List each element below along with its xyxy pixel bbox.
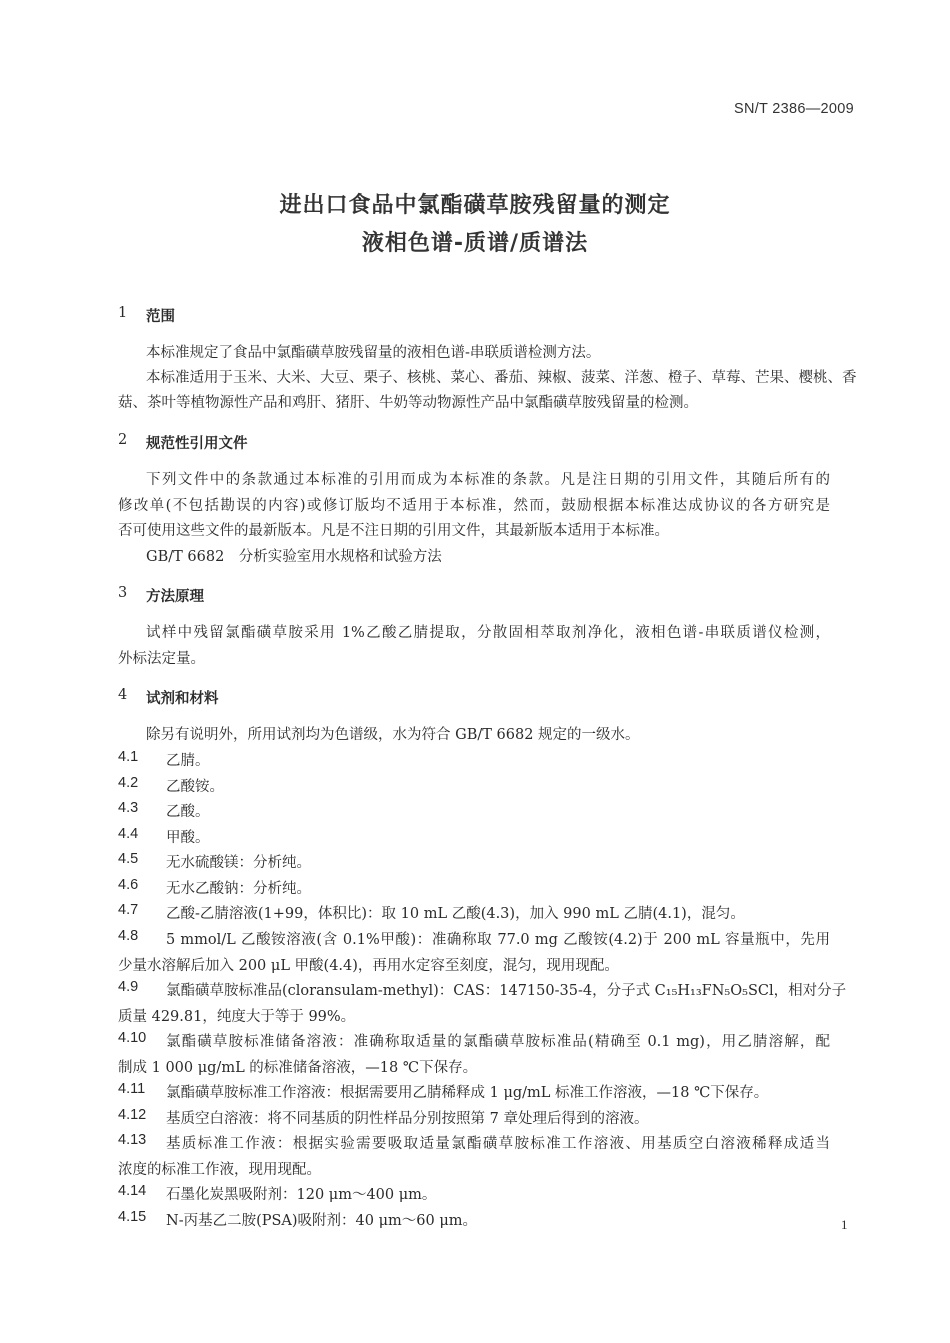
item-continuation: 制成 1 000 μg/mL 的标准储备溶液，—18 ℃下保存。 [118,1060,478,1076]
section-title-method-principle: 方法原理 [146,589,204,605]
item-number: 4.1 [118,749,139,765]
item-number: 4.11 [118,1081,146,1097]
document-title: 进出口食品中氯酯磺草胺残留量的测定 [279,193,671,218]
item-text: 乙腈。 [166,753,210,769]
item-text: 无水硫酸镁：分析纯。 [166,855,311,871]
item-continuation: 少量水溶解后加入 200 μL 甲酸(4.4)，再用水定容至刻度，混匀，现用现配。 [118,958,619,974]
paragraph-continuation: 外标法定量。 [118,651,205,667]
standard-code: SN/T 2386—2009 [733,101,854,117]
item-number: 4.8 [118,928,139,944]
item-number: 4.4 [118,826,139,842]
item-text: 乙酸。 [166,804,210,820]
section-title-scope: 范围 [146,309,175,325]
paragraph: 下列文件中的条款通过本标准的引用而成为本标准的条款。凡是注日期的引用文件，其随后所有的 [146,472,830,488]
reference-entry: GB/T 6682 分析实验室用水规格和试验方法 [146,549,442,565]
item-number: 4.3 [118,800,139,816]
section-number: 2 [118,432,128,448]
item-number: 4.12 [118,1107,147,1123]
paragraph-continuation: 菇、茶叶等植物源性产品和鸡肝、猪肝、牛奶等动物源性产品中氯酯磺草胺残留量的检测。 [118,395,698,411]
section-title-reagents: 试剂和材料 [146,691,219,707]
item-continuation: 浓度的标准工作液，现用现配。 [118,1162,321,1178]
paragraph: 本标准适用于玉米、大米、大豆、栗子、核桃、菜心、番茄、辣椒、菠菜、洋葱、橙子、草莓、芒果、樱桃、香 [146,370,857,386]
item-number: 4.2 [118,775,139,791]
item-number: 4.10 [118,1030,147,1046]
paragraph: 本标准规定了食品中氯酯磺草胺残留量的液相色谱-串联质谱检测方法。 [146,345,601,361]
item-number: 4.6 [118,877,139,893]
item-text: 5 mmol/L 乙酸铵溶液(含 0.1%甲酸)：准确称取 77.0 mg 乙酸铵(4.2)于 200 mL 容量瓶中，先用 [166,932,830,948]
item-text: 基质标准工作液：根据实验需要吸取适量氯酯磺草胺标准工作溶液、用基质空白溶液稀释成适当 [166,1136,830,1152]
section-number: 1 [118,305,128,321]
paragraph-continuation: 修改单(不包括勘误的内容)或修订版均不适用于本标准，然而，鼓励根据本标准达成协议的各方研究是 [118,498,830,514]
item-continuation: 质量 429.81，纯度大于等于 99%。 [118,1009,356,1025]
page-number: 1 [841,1217,848,1232]
item-text: 石墨化炭黑吸附剂：120 μm～400 μm。 [166,1187,437,1203]
paragraph: 除另有说明外，所用试剂均为色谱级，水为符合 GB/T 6682 规定的一级水。 [146,727,640,743]
item-text: 氯酯磺草胺标准储备溶液：准确称取适量的氯酯磺草胺标准品(精确至 0.1 mg)，用乙腈溶解，配 [166,1034,830,1050]
item-text: 氯酯磺草胺标准品(cloransulam-methyl)：CAS：147150-35-4，分子式 C₁₅H₁₃FN₅O₅SCl，相对分子 [166,983,847,999]
section-title-normative-references: 规范性引用文件 [146,436,248,452]
item-text: N-丙基乙二胺(PSA)吸附剂：40 μm～60 μm。 [166,1213,478,1229]
section-number: 4 [118,687,128,703]
item-text: 基质空白溶液：将不同基质的阴性样品分别按照第 7 章处理后得到的溶液。 [166,1111,649,1127]
item-number: 4.13 [118,1132,147,1148]
item-text: 乙酸铵。 [166,779,224,795]
item-number: 4.15 [118,1209,147,1225]
item-number: 4.14 [118,1183,147,1199]
paragraph: 试样中残留氯酯磺草胺采用 1%乙酸乙腈提取，分散固相萃取剂净化，液相色谱-串联质谱仪检测， [146,625,830,641]
item-text: 甲酸。 [166,830,210,846]
item-text: 乙酸-乙腈溶液(1+99，体积比)：取 10 mL 乙酸(4.3)，加入 990 mL 乙腈(4.1)，混匀。 [166,906,745,922]
paragraph-continuation: 否可使用这些文件的最新版本。凡是不注日期的引用文件，其最新版本适用于本标准。 [118,523,669,539]
document-subtitle: 液相色谱-质谱/质谱法 [361,231,589,256]
item-text: 无水乙酸钠：分析纯。 [166,881,311,897]
item-number: 4.7 [118,902,139,918]
item-number: 4.9 [118,979,139,995]
item-text: 氯酯磺草胺标准工作溶液：根据需要用乙腈稀释成 1 μg/mL 标准工作溶液，—18 ℃下保存。 [166,1085,769,1101]
section-number: 3 [118,585,128,601]
item-number: 4.5 [118,851,139,867]
